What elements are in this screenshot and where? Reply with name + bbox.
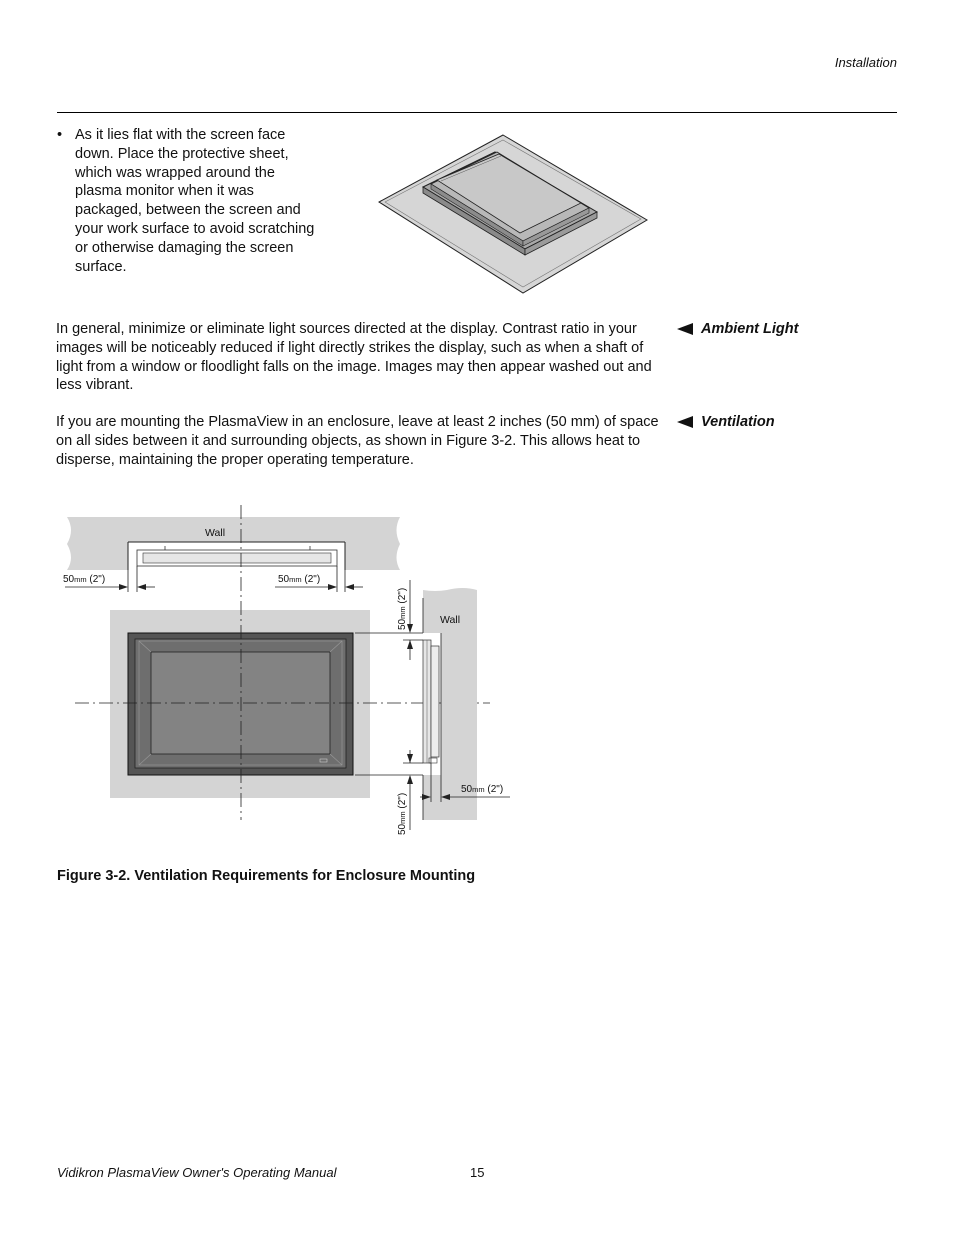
ventilation-heading-text: Ventilation: [701, 414, 775, 430]
dim-label-top-left: 50mm (2"): [63, 574, 106, 585]
header-rule: [57, 112, 897, 113]
ambient-light-heading-text: Ambient Light: [701, 321, 799, 337]
ambient-light-heading: [677, 321, 798, 337]
dim-label-bottom-right: 50mm (2"): [461, 784, 504, 795]
bullet-marker: •: [57, 127, 63, 143]
footer-manual-title: Vidikron PlasmaView Owner's Operating Manual: [57, 1165, 337, 1180]
dim-label-vertical-bottom: 50mm (2"): [397, 792, 408, 835]
side-wall-label: Wall: [440, 614, 461, 626]
ventilation-paragraph: If you are mounting the PlasmaView in an enclosure, leave at least 2 inches (50 mm) of space on all sides between it and surrounding objects, as shown in Figure 3-2. This allows heat to disperse, maintaining the proper operating temperature.: [56, 414, 659, 468]
arrow-left-icon: [677, 416, 693, 428]
top-wall-label: Wall: [205, 527, 226, 539]
ventilation-heading: [677, 414, 775, 430]
ventilation-diagram: [55, 500, 504, 845]
dim-label-top-right: 50mm (2"): [278, 574, 321, 585]
ambient-light-paragraph: In general, minimize or eliminate light sources directed at the display. Contrast ratio in your images will be noticeably reduced if light directly strikes the display, such as when a shaft of light from a window or floodlight falls on the image. Images may then appear washed out and less vibrant.: [56, 321, 652, 394]
bullet-text: As it lies flat with the screen face down. Place the protective sheet, which was wrapped around the plasma monitor when it was packaged, between the screen and your work surface to avoid scratching or otherwise damaging the screen surface.: [75, 127, 315, 275]
running-header: Installation: [834, 55, 897, 70]
footer-page-number: 15: [470, 1165, 485, 1180]
figure-caption: Figure 3-2. Ventilation Requirements for Enclosure Mounting: [57, 868, 476, 884]
bullet-item: [57, 126, 317, 276]
monitor-face-down-illustration: [375, 130, 655, 298]
arrow-left-icon: [677, 323, 693, 335]
dim-label-vertical-top: 50mm (2"): [397, 587, 408, 630]
